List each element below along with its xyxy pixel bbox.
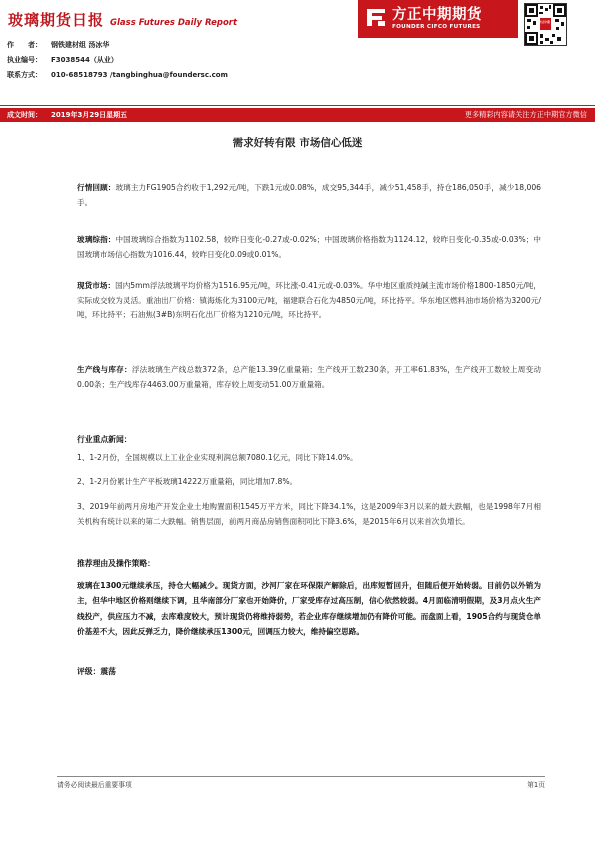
- news-item: 1、1-2月份，全国规模以上工业企业实现利润总额7080.1亿元，同比下降14.0%。: [77, 453, 358, 462]
- qr-center-label: 方正中期: [539, 21, 550, 24]
- spot-market: 现货市场：国内5mm浮法玻璃平均价格为1516.95元/吨，环比涨-0.41元或-0.03%。华中地区重质纯碱主流市场价格1800-1850元/吨，实际成交较为灵活。重油出厂价格：镇海炼化为3100元/吨，福建联合石化为4850元/吨，环比持平。华东地区燃料油市场价格为3200元/吨，环比持平；石油焦(3#B)东明石化出厂价格为1210元/吨，环比持平。: [77, 281, 541, 320]
- meta-license: 执业编号： F3038544（从业）: [7, 56, 118, 64]
- report-title-en: Glass Futures Daily Report: [110, 18, 238, 28]
- rating-value: 震荡: [100, 667, 116, 676]
- brand-banner: [358, 0, 518, 38]
- glass-index: 玻璃综指：中国玻璃综合指数为1102.58，较昨日变化-0.27或-0.02%；中国玻璃价格指数为1124.12，较昨日变化-0.35或-0.03%；中国玻璃市场信心指数为1016.44，较昨日变化0.09或0.01%。: [77, 235, 541, 259]
- founder-logo-icon: [364, 5, 388, 29]
- footer-divider: [57, 776, 545, 777]
- news-item: 3、2019年前两月房地产开发企业土地购置面积1545万平方米，同比下降34.1%，这是2009年3月以来的最大跌幅，也是1998年7月相关机构有统计以来的第二大跌幅。销售层面，前两月商品房销售面积同比下降3.6%，是2015年6月以来首次负增长。: [77, 502, 541, 526]
- document-title: 需求好转有限 市场信心低迷: [232, 137, 363, 149]
- footer-disclaimer: 请务必阅读最后重要事项: [57, 781, 132, 789]
- news-heading: 行业重点新闻：: [77, 435, 132, 444]
- market-review: 行情回顾：玻璃主力FG1905合约收于1,292元/吨，下跌1元或0.08%，成交95,344手，减少51,458手，持仓186,050手，减少18,006手。: [77, 183, 541, 207]
- production-inventory: 生产线与库存：浮法玻璃生产线总数372条，总产能13.39亿重量箱；生产线开工数230条，开工率61.83%，生产线开工数较上周变动0.00条；生产线库存4463.00万重量箱，库存较上周变动51.00万重量箱。: [77, 365, 542, 389]
- report-title-cn: 玻璃期货日报: [8, 11, 105, 29]
- meta-date: 成文时间： 2019年3月29日星期五: [7, 111, 128, 119]
- page-number: 第1页: [527, 781, 545, 789]
- rating: 评级：震荡: [77, 667, 116, 676]
- qr-code-icon: [524, 3, 567, 46]
- wechat-tagline: 更多精彩内容请关注方正中期官方微信: [464, 110, 587, 119]
- advice-heading: 推荐理由及操作策略：: [77, 559, 155, 568]
- brand-name-cn: 方正中期期货: [392, 7, 482, 23]
- date-bar: [0, 108, 595, 122]
- divider: [0, 105, 595, 106]
- brand-name-en: FOUNDER CIFCO FUTURES: [392, 24, 481, 30]
- meta-author: 作 者： 钢铁建材组 汤冰华: [7, 41, 110, 49]
- meta-contact: 联系方式： 010-68518793 /tangbinghua@foundersc.com: [7, 71, 228, 79]
- news-item: 2、1-2月份累计生产平板玻璃14222万重量箱，同比增加7.8%。: [77, 477, 298, 486]
- advice-text: 玻璃在1300元继续承压，持仓大幅减少。现货方面，沙河厂家在环保限产解除后，出库短暂回升，但随后便开始转弱。目前仍以外销为主，但华中地区价格则继续下调，且华南部分厂家也开始降价，厂家受库存过高压制，信心依然较弱。4月面临清明假期，及3月点火生产线投产，供应压力不减，去库难度较大，预计现货仍将维持弱势，若企业库存继续增加仍有降价可能。而盘面上看，1905合约与现货仓单价基差不大，因此反弹乏力，降价继续承压1300元，回调压力较大，维持偏空思路。: [77, 581, 541, 637]
- report-title: [8, 9, 237, 30]
